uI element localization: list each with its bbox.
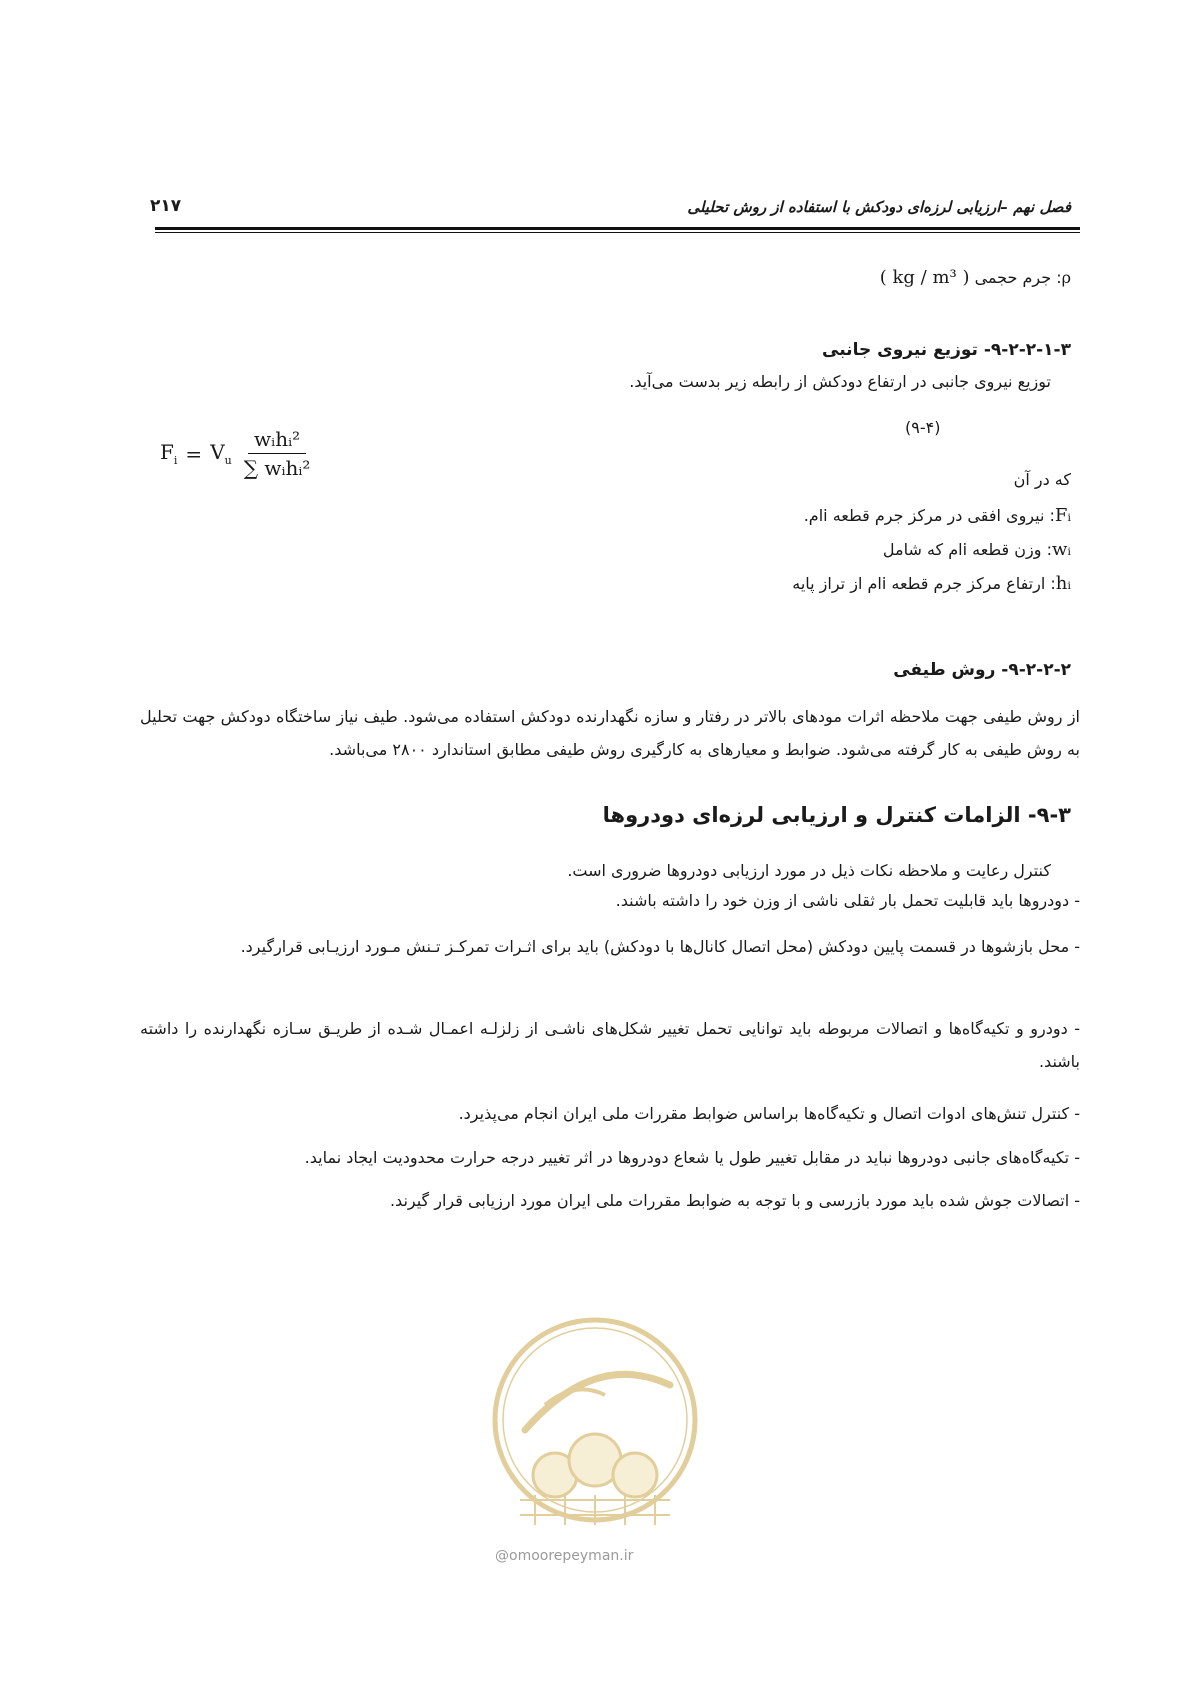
section-heading-lateral-force: ۹-۲-۲-۱-۳- توزیع نیروی جانبی	[822, 340, 1071, 360]
requirement-bullet: - محل بازشوها در قسمت پایین دودکش (محل اتصال کانال‌ها با دودکش) باید برای اثـرات تمرکـز تـنش مـورد ارزیـابی قرارگیرد.	[240, 937, 1080, 956]
density-unit: ( kg / m³ )	[879, 267, 970, 288]
definition-text: : ارتفاع مرکز جرم قطعه iام از تراز پایه	[792, 574, 1056, 593]
requirement-bullet: - دودروها باید قابلیت تحمل بار ثقلی ناشی از وزن خود را داشته باشند.	[615, 891, 1080, 910]
requirement-bullet: - کنترل تنش‌های ادوات اتصال و تکیه‌گاه‌ها براساس ضوابط مقررات ملی ایران انجام می‌پذیرد.	[458, 1104, 1080, 1123]
definition-symbol: hᵢ	[1055, 573, 1071, 594]
requirements-intro: کنترل رعایت و ملاحظه نکات ذیل در مورد ارزیابی دودروها ضروری است.	[567, 861, 1051, 880]
formula-numerator: wᵢhᵢ²	[248, 427, 306, 454]
equation-number: (۹-۴)	[905, 418, 941, 437]
density-label: : جرم حجمی	[974, 268, 1062, 287]
section-heading-requirements: ۹-۳- الزامات کنترل و ارزیابی لرزه‌ای دودروها	[602, 803, 1071, 827]
requirement-bullet: - تکیه‌گاه‌های جانبی دودروها نباید در مقابل تغییر طول یا شعاع دودروها در اثر تغییر درجه حرارت محدودیت ایجاد نماید.	[304, 1148, 1080, 1167]
header-rule-thick	[155, 227, 1080, 230]
definition-item	[804, 504, 1071, 528]
definition-item	[883, 538, 1071, 562]
lateral-intro: توزیع نیروی جانبی در ارتفاع دودکش از رابطه زیر بدست می‌آید.	[629, 372, 1051, 391]
page-number: ۲۱۷	[150, 196, 182, 216]
watermark-url: @omoorepeyman.ir	[495, 1548, 634, 1564]
formula-fraction	[238, 427, 317, 480]
running-header-title: فصل نهم –ارزیابی لرزه‌ای دودکش با استفاده از روش تحلیلی	[687, 198, 1071, 216]
watermark-logo	[485, 1310, 705, 1550]
header-rule-thin	[155, 232, 1080, 233]
requirement-bullet: - اتصالات جوش شده باید مورد بازرسی و با توجه به ضوابط مقررات ملی ایران مورد ارزیابی قرار گیرند.	[389, 1191, 1080, 1210]
formula-equals: =	[185, 441, 203, 466]
definition-symbol: wᵢ	[1051, 539, 1071, 560]
density-definition	[880, 266, 1071, 290]
formula-base-shear: $V_u$	[210, 440, 232, 467]
section-heading-spectral: ۹-۲-۲-۲- روش طیفی	[893, 660, 1071, 680]
lateral-force-formula	[160, 427, 316, 480]
spectral-paragraph: از روش طیفی جهت ملاحظه اثرات مودهای بالاتر در رفتار و سازه نگهدارنده دودکش استفاده می‌شود. طیف نیاز ساختگاه دودکش جهت تحلیل به روش طیفی به کار گرفته می‌شود. ضوابط و معیارهای به کارگیری روش طیفی مطابق استاندارد ۲۸۰۰ می‌باشد.	[140, 707, 1080, 759]
where-label: که در آن	[1013, 470, 1071, 489]
requirement-bullet: - دودرو و تکیه‌گاه‌ها و اتصالات مربوطه باید توانایی تحمل تغییر شکل‌های ناشـی از زلزلـه اعمـال شـده از طریـق سـازه نگهدارنده را داشته باشند.	[140, 1019, 1080, 1071]
density-symbol: ρ	[1061, 268, 1071, 287]
definition-item	[792, 572, 1071, 596]
definition-text: : وزن قطعه iام که شامل	[882, 540, 1052, 559]
formula-lhs: $F_i$	[160, 440, 178, 467]
formula-denominator: ∑ wᵢhᵢ²	[243, 456, 311, 480]
definition-text: : نیروی افقی در مرکز جرم قطعه iام.	[803, 506, 1055, 525]
definition-symbol: Fᵢ	[1054, 505, 1071, 526]
